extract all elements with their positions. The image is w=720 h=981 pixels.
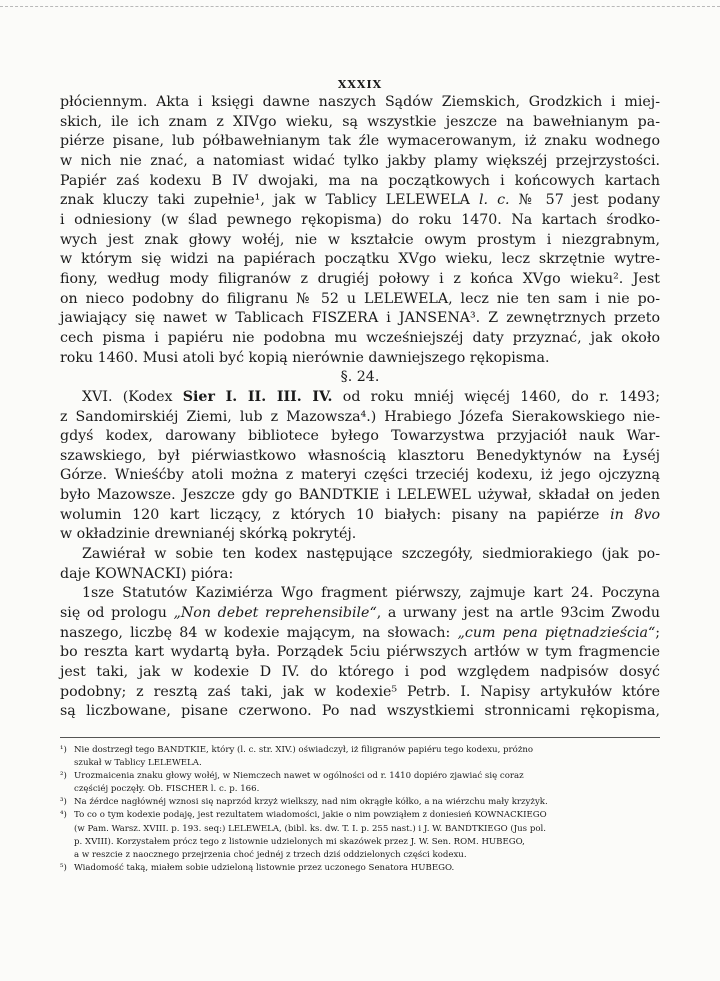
text-line: Górze. Wnieśćby atoli można z materyi części trzeciéj kodexu, iż jego ojczyzną bbox=[60, 467, 660, 484]
text-line: 1sze Statutów Kaziміérza Wgo fragment piérwszy, zajmuje kart 24. Poczyna bbox=[82, 585, 660, 602]
text-line: w okładzinie drewnianéj skórką pokrytéj. bbox=[60, 526, 357, 543]
text-line: jawiający się nawet w Tablicach FISZERA i JANSENA³. Z zewnętrznych przeto bbox=[60, 310, 660, 327]
text-line: XVI. (Kodex Sier I. II. III. IV. od roku mniéj więcéj 1460, do r. 1493; bbox=[82, 388, 660, 405]
text-line: i odniesiony (w ślad pewnego rękopisma) do roku 1470. Na kartach środko- bbox=[60, 211, 660, 228]
text-line: w którym się widzi na papiérach początku XVgo wieku, lecz skrzętnie wytre- bbox=[60, 251, 660, 268]
footnote-line: ⁵) Wiadomość taką, miałem sobie udzieloną listownie przez uczonego Senatora HUBEGO. bbox=[60, 862, 455, 873]
footnote-line: częściéj poczęły. Ob. FISCHER l. c. p. 166. bbox=[74, 784, 260, 795]
text-line: gdyś kodex, darowany bibliotece byłego Towarzystwa przyjaciół nauk War- bbox=[60, 428, 660, 445]
text-line: było Mazowsze. Jeszcze gdy go BANDTKIE i LELEWEL używał, składał on jeden bbox=[60, 487, 660, 504]
footnote-line: p. XVIII). Korzystałem prócz tego z listownie udzielonych mi skazówek przez J. W. Sen. ROM. HUBEGO, bbox=[74, 836, 525, 847]
text-line: są liczbowane, pisane czerwono. Po nad wszystkiemi stronnicami rękopisma, bbox=[60, 703, 660, 720]
footnote-line: ²) Urozmaicenia znaku głowy wołéj, w Niemczech nawet w ogólności od r. 1410 dopiéro zjawiać się coraz bbox=[60, 771, 524, 782]
paragraph-continuation bbox=[60, 93, 660, 368]
document-page bbox=[60, 78, 660, 875]
text-line: znak kluczy taki zupełnie¹, jak w Tablicy LELEWELA l. c. № 57 jest podany bbox=[60, 192, 660, 209]
footnotes bbox=[60, 744, 660, 875]
text-line: podobny; z resztą zaś taki, jak w kodexie⁵ Petrb. I. Napisy artykułów które bbox=[60, 683, 660, 700]
text-line: jest taki, jak w kodexie D IV. do którego i pod względem nadpisów dosyć bbox=[60, 664, 660, 681]
text-line: z Sandomirskiéj Ziemi, lub z Mazowsza⁴.) Hrabiego Józefa Sierakowskiego nie- bbox=[60, 408, 660, 425]
text-line: fiony, według mody filigranów z drugiéj połowy i z końca XVgo wieku². Jest bbox=[60, 270, 660, 287]
text-line: się od prologu „Non debet reprehensibile“, a urwany jest na artle 93cim Zwodu bbox=[60, 605, 661, 622]
text-line: naszego, liczbę 84 w kodexie mającym, na słowach: „cum pena piętnadzieścia“; bbox=[60, 624, 661, 641]
footnote-line: a w reszcie z naocznego przejrzenia choć jednéj z trzech dziś oddzielonych części kodexu. bbox=[74, 849, 467, 860]
text-line: bo reszta kart wydartą była. Porządek 5ciu piérwszych artłów w tym fragmencie bbox=[60, 644, 660, 661]
scan-edge bbox=[0, 6, 720, 7]
footnote-line: ¹) Nie dostrzegł tego BANDTKIE, który (l. c. str. XIV.) oświadczył, iż filigranów papiéru tego kodexu, próżno bbox=[60, 745, 534, 755]
text-line: Papiér zaś kodexu B IV dwojaki, ma na początkowych i końcowych kartach bbox=[60, 172, 660, 189]
text-line: płóciennym. Akta i księgi dawne naszych Sądów Ziemskich, Grodzkich i miej- bbox=[60, 94, 660, 110]
footnote-line: (w Pam. Warsz. XVIII. p. 193. seq:) LELEWELA, (bibl. ks. dw. T. I. p. 255 nast.) i J. W. BANDTKIEGO (Jus pol. bbox=[74, 823, 546, 834]
text-line: Zawiérał w sobie ten kodex następujące szczegóły, siedmiorakiego (jak po- bbox=[82, 546, 660, 563]
footnote-line: szukał w Tablicy LELEWELA. bbox=[74, 758, 202, 769]
text-line: szawskiego, był piérwiastkowo własnością klasztoru Benedyktynów na Łyséj bbox=[60, 447, 660, 464]
paragraph-codex-xvi bbox=[60, 388, 660, 545]
footnote-line: ³) Na źérdce nagłównéj wznosi się naprzód krzyż wielkszy, nad nim okrągłe kółko, a na wiérzchu mały krzyżyk. bbox=[60, 797, 548, 808]
paragraph-statutes bbox=[60, 584, 660, 722]
footnote-line: ⁴) To co o tym kodexie podaję, jest rezultatem wiadomości, jakie o nim powziąłem z doniesień KOWNACKIEGO bbox=[60, 810, 547, 821]
footnote-divider bbox=[60, 737, 660, 738]
page-number: XXXIX bbox=[337, 78, 383, 91]
text-line: w nich nie znać, a natomiast widać tylko jakby plamy większéj przejrzystości. bbox=[60, 152, 660, 169]
text-line: on nieco podobny do filigranu № 52 u LELEWELA, lecz nie ten sam i nie po- bbox=[60, 290, 660, 307]
text-line: cech pisma i papiéru nie podobna mu wcześniejszéj daty przyznać, jak około bbox=[60, 329, 660, 346]
text-line: roku 1460. Musi atoli być kopią nierównie dawniejszego rękopisma. bbox=[60, 349, 550, 366]
text-line: daje KOWNACKI) pióra: bbox=[60, 565, 234, 582]
text-line: piérze pisane, lub półbawełnianym tak źle wymacerowanym, iż znaku wodnego bbox=[60, 133, 660, 150]
text-line: wych jest znak głowy wołéj, nie w kształcie owym prostym i niezgrabnym, bbox=[60, 231, 660, 248]
text-line: skich, ile ich znam z XIVgo wieku, są wszystkie jeszcze na bawełnianym pa- bbox=[60, 113, 660, 130]
section-heading: §. 24. bbox=[340, 369, 380, 386]
text-line: wolumin 120 kart liczący, z których 10 białych: pisany na papiérze in 8vo bbox=[60, 506, 660, 523]
paragraph-contents bbox=[60, 545, 660, 584]
